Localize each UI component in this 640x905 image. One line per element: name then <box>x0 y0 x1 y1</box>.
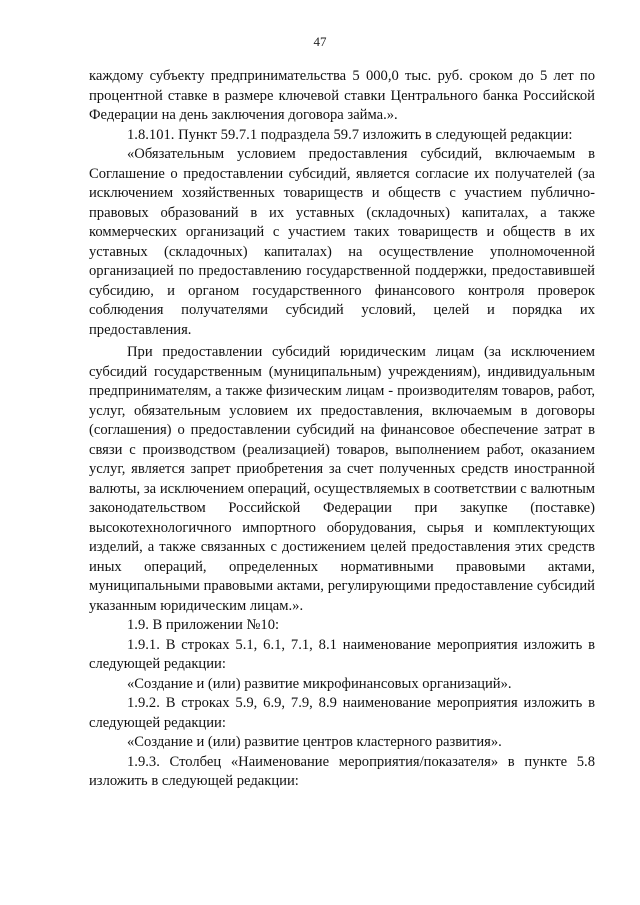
paragraph-quoted-condition: «Обязательным условием предоставления субсидий, включаемым в Соглашение о предоставлении субсидий, является согласие их получателей (за исключением хозяйственных товариществ и обществ с участием публично-правовых образований в их уставных (складочных) капиталах, а также коммерческих организаций с участием таких товариществ и обществ в их уставных (складочных) капиталах) на осуществление уполномоченной организацией по предоставлению государственной поддержки, предоставившей субсидию, и органом государственного финансового контроля проверок соблюдения получателями субсидий условий, целей и порядка их предоставления. <box>89 146 595 338</box>
paragraph-subsidies-legal-entities: При предоставлении субсидий юридическим лицам (за исключением субсидий государственным (муниципальным) учреждениям), индивидуальным предпринимателям, а также физическим лицам - производителям товаров, работ, услуг, обязательным условием их предоставления, включаемым в договоры (соглашения) о предоставлении субсидий на финансовое обеспечение затрат в связи с производством (реализацией) товаров, выполнением работ, оказанием услуг, является запрет приобретения за счет полученных средств иностранной валюты, за исключением операций, осуществляемых в соответствии с валютным законодательством Российской Федерации при закупке (поставке) высокотехнологичного импортного оборудования, сырья и комплектующих изделий, а также связанных с достижением целей предоставления этих средств иных операций, определенных нормативными правовыми актами, муниципальными правовыми актами, регулирующими предоставление субсидий указанным юридическим лицам.». <box>89 344 595 614</box>
paragraph-quote-cluster: «Создание и (или) развитие центров кластерного развития». <box>127 734 502 750</box>
paragraph-clause-1-8-101: 1.8.101. Пункт 59.7.1 подраздела 59.7 изложить в следующей редакции: <box>127 126 573 143</box>
paragraph-clause-1-9-3: 1.9.3. Столбец «Наименование мероприятия/показателя» в пункте 5.8 изложить в следующей редакции: <box>89 753 595 789</box>
page-number: 47 <box>313 34 327 49</box>
paragraph-clause-1-9-1: 1.9.1. В строках 5.1, 6.1, 7.1, 8.1 наименование мероприятия изложить в следующей редакции: <box>89 636 595 672</box>
paragraph-continuation: каждому субъекту предпринимательства 5 000,0 тыс. руб. сроком до 5 лет по процентной ставке в размере ключевой ставки Центрального банка Российской Федерации на день заключения договора займа.». <box>89 68 595 123</box>
paragraph-clause-1-9-2: 1.9.2. В строках 5.9, 6.9, 7.9, 8.9 наименование мероприятия изложить в следующей редакции: <box>89 695 595 731</box>
document-body <box>89 67 595 792</box>
paragraph-quote-microfinance: «Создание и (или) развитие микрофинансовых организаций». <box>127 675 512 692</box>
paragraph-clause-1-9: 1.9. В приложении №10: <box>127 617 280 633</box>
